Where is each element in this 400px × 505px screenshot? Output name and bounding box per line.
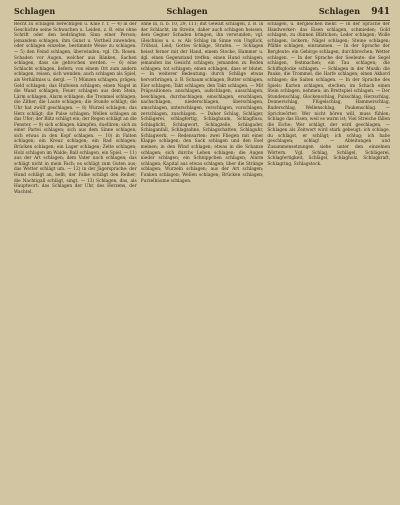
column-middle	[141, 22, 264, 499]
column-right-text: schlagen, u. dergleichen mehr. — In der Sprache der Handwerker: das Eisen schlagen, schmieden; Gold schlagen, zu dünnen Blättchen; Leder schlagen; Wolle schlagen, lockern; Nägel schlagen; Steine schlagen; Pfähle schlagen, einrammen. — In der Sprache der Bergleute: ein Gebirge schlagen, durchbrechen; Wetter schlagen. — In der Sprache der Seeleute: die Segel schlagen, festmachen; ein Tau schlagen; die Schiffsglocke schlagen. — Schlagen in der Musik: die Pauke, die Trommel, die Harfe schlagen; einen Akkord schlagen; die Saiten schlagen. — In der Sprache des Spiels: Karten schlagen, stechen; im Schach einen Stein schlagen, nehmen; im Brettspiel schlagen. — Der Stundenschlag, Glockenschlag, Pulsschlag, Herzschlag, Donnerschlag, Flügelschlag, Hammerschlag, Ruderschlag, Wellenschlag, Paukenschlag. — Sprichwörter: Wer nicht hören will, muss fühlen; Schlage das Eisen, weil es warm ist; Viel Streiche fällen die Eiche; Wer schlägt, der wird geschlagen. — Schlagen als Zeitwort wird stark gebeugt: ich schlage, du schlägst, er schlägt; ich schlug; ich habe geschlagen; schlag! — Ableitungen und Zusammensetzungen siehe unter den einzelnen Wörtern. Vgl. Schlag, Schlägel, Schlägerei, Schlagfertigkeit, Schlägel, Schlagholz, Schlagkraft, Schlagring, Schlagstock.	[267, 22, 390, 167]
column-left	[14, 22, 137, 499]
header-center-word: Schlagen	[166, 6, 208, 16]
column-left-text: Recht zu schlagen berechtigen u. Knie r. r. — 4) in der Geschichte seine Schwachen u. Leiden, z. B. eins ohne Schrift oder den bedrängten Sinn einer Person; jemandem schlagen, ihm Gunst u. Vortheil zuwenden, oder schlagen einzelne, bestimmte Weise zu schlagen. — 5) den Feind schlagen, überwinden; vgl. Ch. Rosen. Schaden vor Augen, welcher aus Bänken, Sachen schlagen, dass sie gebrochen werden. — 6) eine Schlacht schlagen, liefern; von einem Ort zum andern schlagen, reisen, sich wenden; auch schlagen als Spiel, als Verhältniss u. dergl. — 7) Münzen schlagen, prägen; Geld schlagen; das Hufeisen schlagen; einen Nagel in die Wand schlagen; Feuer schlagen aus dem Stein; Lärm schlagen, Alarm schlagen; die Trommel schlagen; die Zither, die Laute schlagen; die Stunde schlägt; die Uhr hat zwölf geschlagen. — 8) Wurzel schlagen; das Herz schlägt; die Pulse schlagen; Wellen schlagen an das Ufer; der Blitz schlägt ein; der Regen schlägt an die Fenster. — 9) sich schlagen, kämpfen, duelliren; sich zu einer Partei schlagen; sich aus dem Sinne schlagen; sich etwas in den Kopf schlagen. — 10) in Falten schlagen; ein Kreuz schlagen; ein Rad schlagen; Brücken schlagen; ein Lager schlagen; Zelte schlagen; Holz schlagen im Walde; Ball schlagen, ein Spiel. — 11) aus der Art schlagen; dem Vater nach schlagen; das schlägt nicht in mein Fach; es schlägt zum Guten aus; das Wetter schlägt um. — 12) in der Jägersprache: der Hund schlägt an, bellt; der Falke schlägt den Reiher; die Nachtigall schlägt, singt. — 13) Schlagen, das, als Hauptwort: das Schlagen der Uhr, des Herzens, der Wachtel.	[14, 22, 137, 195]
running-header	[14, 6, 390, 21]
header-right-word: Schlagen	[318, 6, 361, 16]
header-left-word: Schlagen	[14, 6, 56, 16]
column-right	[267, 22, 390, 499]
page-number: 941	[371, 7, 390, 17]
header-right-group	[319, 6, 390, 17]
column-middle-text: ohne in, n. b. 10, 29, 111; mit Gewalt schlagen, z. B. in der Schlacht, im Streite, daher auch schlagen heissen, dem Gegner Schaden bringen, ihn verwunden; vgl. Gleichniss u. s. w. Als Schlag im Sinne von Unglück, Trübsal, Leid; Gottes Schläge, Strafen. — Schlagen heisst ferner mit der Hand, einem Stocke, Hammer u. dgl. einen Gegenstand treffen; einen Hund schlagen; jemanden ins Gesicht schlagen; jemanden zu Boden schlagen; tot schlagen; einen schlagen, dass er blutet. — In weiterer Bedeutung: durch Schläge etwas hervorbringen, z. B. Schaum schlagen, Butter schlagen, Eier schlagen; Takt schlagen; den Takt schlagen. — Mit Präpositionen: anschlagen, aufschlagen, ausschlagen, beschlagen, durchschlagen, einschlagen, erschlagen, nachschlagen, niederschlagen, überschlagen, umschlagen, unterschlagen, verschlagen, vorschlagen, zerschlagen, zuschlagen. — Daher Schlag, Schläger, Schlägerei, schlagfertig, Schlagbaum, Schlagfluss, Schlaglicht, Schlagwort, Schlagzeile, Schlagader, Schlaganfall, Schlagsahne, Schlagschatten, Schlaguhr, Schlagwerk. — Redensarten: zwei Fliegen mit einer Klappe schlagen; den Sack schlagen und den Esel meinen; in den Wind schlagen; etwas in die Schanze schlagen; sich durchs Leben schlagen; die Augen nieder schlagen; ein Schnippchen schlagen; Alarm schlagen; Kapital aus etwas schlagen; über die Stränge schlagen; Wurzeln schlagen; aus der Art schlagen; Funken schlagen; Wellen schlagen; Brücken schlagen; Purzelbäume schlagen.	[140, 22, 264, 184]
text-columns	[14, 22, 390, 499]
